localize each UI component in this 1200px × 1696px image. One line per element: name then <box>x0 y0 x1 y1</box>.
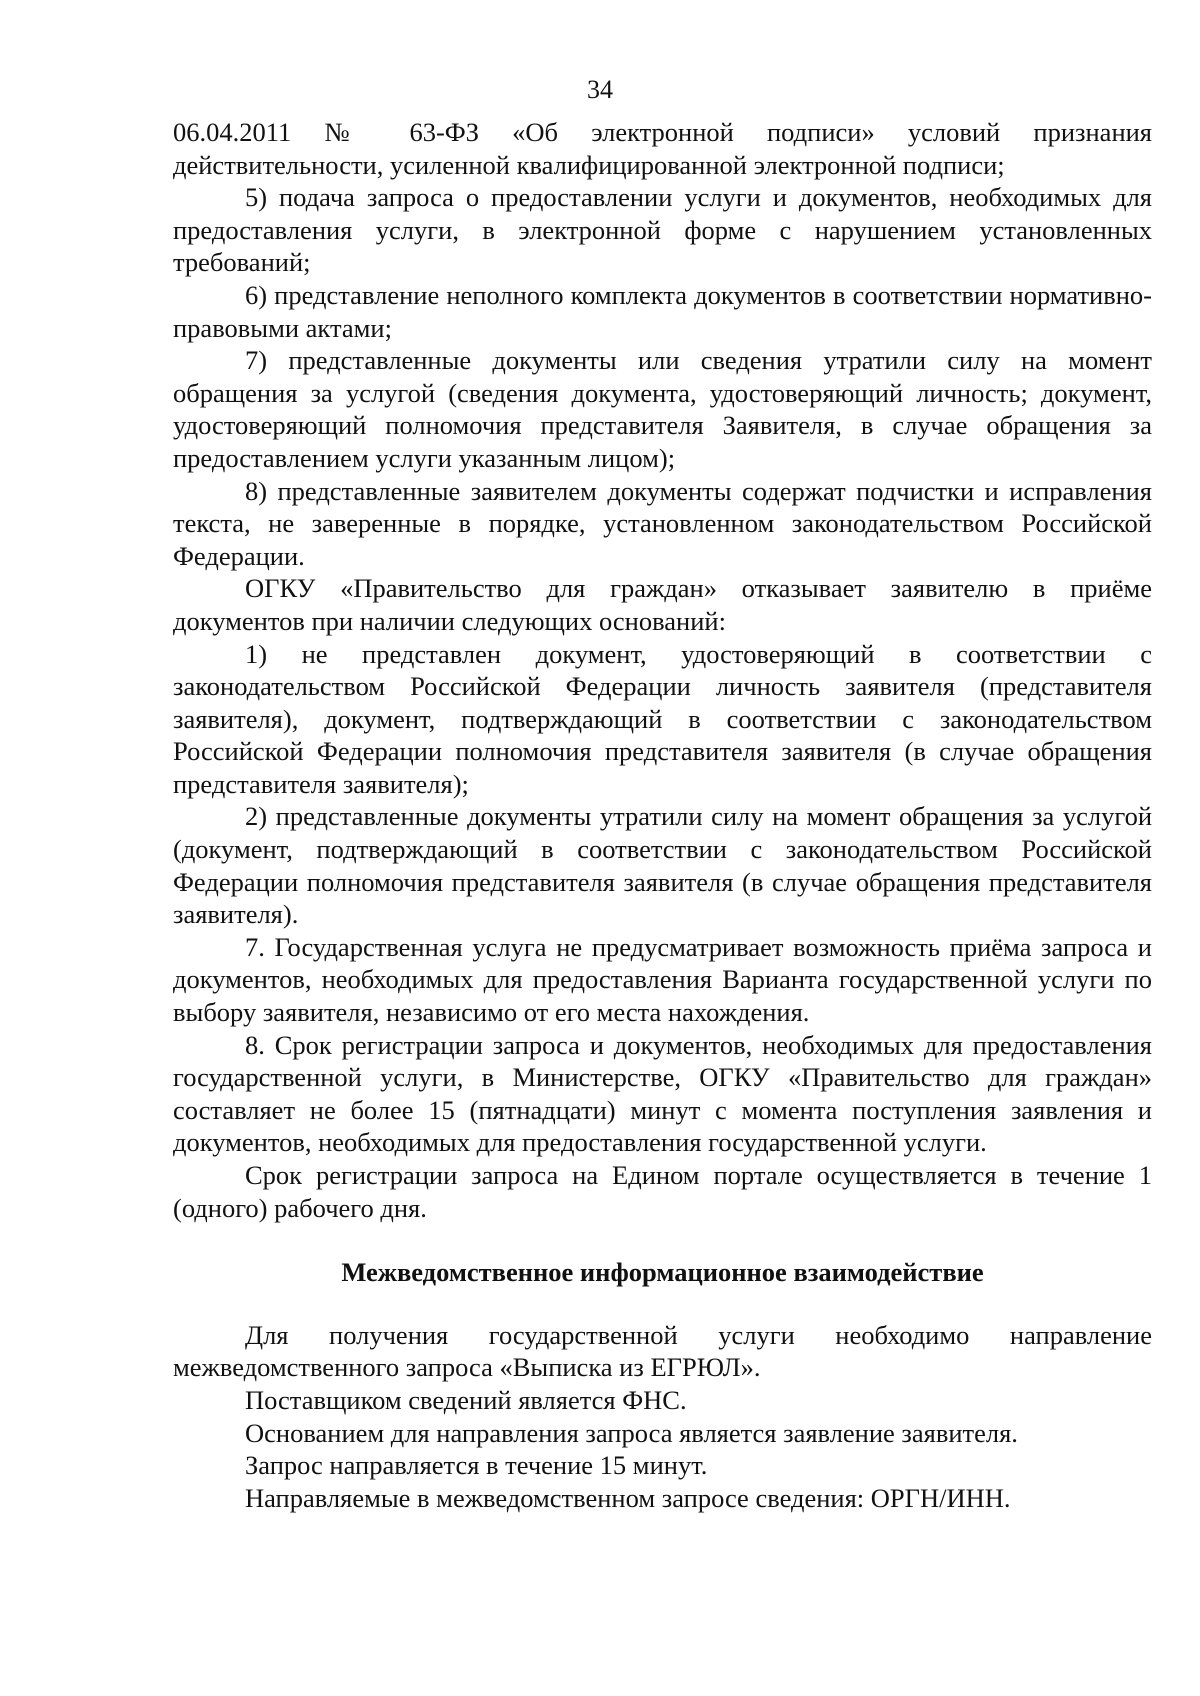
paragraph-refusal-1: 1) не представлен документ, удостоверяющий в соответствии с законодательством Российской Федерации личность заявителя (представителя заявителя), документ, подтверждающий в соответствии с законодательством Российской Федерации полномочия представителя заявителя (в случае обращения представителя заявителя); <box>173 638 1152 799</box>
bottom-paragraphs <box>173 1319 1152 1515</box>
paragraph-section-7: 7. Государственная услуга не предусматривает возможность приёма запроса и документов, необходимых для предоставления Варианта государственной услуги по выбору заявителя, независимо от его места нахождения. <box>173 931 1152 1028</box>
paragraph-continuation: 06.04.2011 № 63-ФЗ «Об электронной подписи» условий признания действительности, усиленной квалифицированной электронной подписи; <box>173 117 1152 180</box>
paragraph-provider: Поставщиком сведений является ФНС. <box>245 1384 687 1415</box>
section-heading: Межведомственное информационное взаимодействие <box>341 1257 984 1288</box>
paragraph-refusal-2: 2) представленные документы утратили силу на момент обращения за услугой (документ, подтверждающий в соответствии с законодательством Российской Федерации полномочия представителя заявителя (в случае обращения представителя заявителя). <box>173 801 1152 930</box>
top-paragraphs <box>173 116 1152 1224</box>
page-number: 34 <box>587 75 613 104</box>
paragraph-interagency-request: Для получения государственной услуги необходимо направление межведомственного запроса «Выписка из ЕГРЮЛ». <box>173 1319 1152 1383</box>
paragraph-ogku-refusal: ОГКУ «Правительство для граждан» отказывает заявителю в приёме документов при наличии следующих оснований: <box>173 573 1152 636</box>
paragraph-section-8: 8. Срок регистрации запроса и документов, необходимых для предоставления государственной услуги, в Министерстве, ОГКУ «Правительство для граждан» составляет не более 15 (пятнадцати) минут с момента поступления заявления и документов, необходимых для предоставления государственной услуги. <box>173 1029 1152 1158</box>
paragraph-data-sent: Направляемые в межведомственном запросе сведения: ОРГН/ИНН. <box>245 1482 1011 1513</box>
document-body <box>173 116 1152 1514</box>
paragraph-item-8: 8) представленные заявителем документы содержат подчистки и исправления текста, не заверенные в порядке, установленном законодательством Российской Федерации. <box>173 475 1152 571</box>
paragraph-basis: Основанием для направления запроса является заявление заявителя. <box>245 1417 1018 1448</box>
paragraph-item-5: 5) подача запроса о предоставлении услуги и документов, необходимых для предоставления услуги, в электронной форме с нарушением установленных требований; <box>173 182 1152 278</box>
paragraph-item-7: 7) представленные документы или сведения утратили силу на момент обращения за услугой (сведения документа, удостоверяющий личность; документ, удостоверяющий полномочия представителя Заявителя, в случае обращения за предоставлением услуги указанным лицом); <box>173 345 1152 473</box>
paragraph-timing: Запрос направляется в течение 15 минут. <box>245 1450 708 1481</box>
paragraph-item-6: 6) представление неполного комплекта документов в соответствии нормативно-правовыми актами; <box>173 279 1152 343</box>
paragraph-portal-registration: Срок регистрации запроса на Едином портале осуществляется в течение 1 (одного) рабочего дня. <box>173 1160 1152 1223</box>
